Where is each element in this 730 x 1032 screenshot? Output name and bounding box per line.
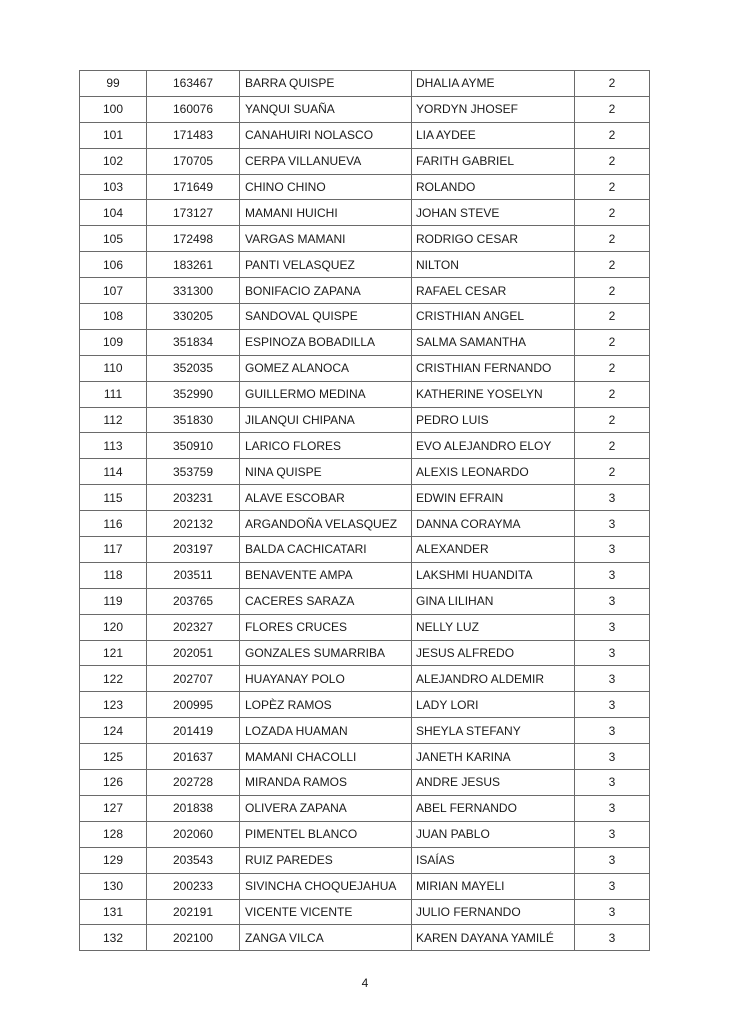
surnames-cell: BALDA CACHICATARI xyxy=(240,537,412,563)
surnames-cell: LOZADA HUAMAN xyxy=(240,718,412,744)
row-number-cell: 102 xyxy=(80,148,147,174)
student-code-cell: 352035 xyxy=(147,355,240,381)
row-number-cell: 118 xyxy=(80,562,147,588)
table-row xyxy=(80,511,650,537)
surnames-cell: GUILLERMO MEDINA xyxy=(240,381,412,407)
student-code-cell: 353759 xyxy=(147,459,240,485)
surnames-cell: GONZALES SUMARRIBA xyxy=(240,640,412,666)
table-row xyxy=(80,278,650,304)
table-row xyxy=(80,562,650,588)
surnames-cell: BENAVENTE AMPA xyxy=(240,562,412,588)
table-row xyxy=(80,71,650,97)
row-number-cell: 116 xyxy=(80,511,147,537)
given-names-cell: RAFAEL CESAR xyxy=(412,278,575,304)
table-row xyxy=(80,355,650,381)
student-code-cell: 171649 xyxy=(147,174,240,200)
surnames-cell: MAMANI CHACOLLI xyxy=(240,744,412,770)
row-number-cell: 128 xyxy=(80,821,147,847)
table-row xyxy=(80,692,650,718)
student-code-cell: 203197 xyxy=(147,537,240,563)
given-names-cell: KATHERINE YOSELYN xyxy=(412,381,575,407)
given-names-cell: SHEYLA STEFANY xyxy=(412,718,575,744)
row-number-cell: 126 xyxy=(80,770,147,796)
group-cell: 2 xyxy=(575,226,650,252)
surnames-cell: NINA QUISPE xyxy=(240,459,412,485)
group-cell: 3 xyxy=(575,795,650,821)
surnames-cell: VARGAS MAMANI xyxy=(240,226,412,252)
row-number-cell: 129 xyxy=(80,847,147,873)
student-code-cell: 171483 xyxy=(147,122,240,148)
group-cell: 3 xyxy=(575,614,650,640)
group-cell: 3 xyxy=(575,925,650,951)
student-code-cell: 203511 xyxy=(147,562,240,588)
group-cell: 3 xyxy=(575,744,650,770)
given-names-cell: JESUS ALFREDO xyxy=(412,640,575,666)
given-names-cell: MIRIAN MAYELI xyxy=(412,873,575,899)
row-number-cell: 104 xyxy=(80,200,147,226)
row-number-cell: 101 xyxy=(80,122,147,148)
surnames-cell: PIMENTEL BLANCO xyxy=(240,821,412,847)
group-cell: 3 xyxy=(575,821,650,847)
table-row xyxy=(80,537,650,563)
surnames-cell: OLIVERA ZAPANA xyxy=(240,795,412,821)
row-number-cell: 122 xyxy=(80,666,147,692)
row-number-cell: 114 xyxy=(80,459,147,485)
table-row xyxy=(80,925,650,951)
table-row xyxy=(80,381,650,407)
table-row xyxy=(80,718,650,744)
given-names-cell: PEDRO LUIS xyxy=(412,407,575,433)
group-cell: 3 xyxy=(575,485,650,511)
student-code-cell: 201838 xyxy=(147,795,240,821)
surnames-cell: RUIZ PAREDES xyxy=(240,847,412,873)
given-names-cell: ANDRE JESUS xyxy=(412,770,575,796)
student-code-cell: 331300 xyxy=(147,278,240,304)
given-names-cell: RODRIGO CESAR xyxy=(412,226,575,252)
surnames-cell: LARICO FLORES xyxy=(240,433,412,459)
student-code-cell: 201637 xyxy=(147,744,240,770)
table-row xyxy=(80,459,650,485)
table-row xyxy=(80,252,650,278)
row-number-cell: 120 xyxy=(80,614,147,640)
given-names-cell: ALEXIS LEONARDO xyxy=(412,459,575,485)
table-row xyxy=(80,148,650,174)
given-names-cell: ALEXANDER xyxy=(412,537,575,563)
group-cell: 3 xyxy=(575,692,650,718)
student-code-cell: 173127 xyxy=(147,200,240,226)
table-row xyxy=(80,614,650,640)
row-number-cell: 106 xyxy=(80,252,147,278)
surnames-cell: FLORES CRUCES xyxy=(240,614,412,640)
student-code-cell: 201419 xyxy=(147,718,240,744)
table-row xyxy=(80,666,650,692)
given-names-cell: JULIO FERNANDO xyxy=(412,899,575,925)
group-cell: 3 xyxy=(575,562,650,588)
given-names-cell: GINA LILIHAN xyxy=(412,588,575,614)
group-cell: 3 xyxy=(575,873,650,899)
results-table-body xyxy=(80,71,650,951)
given-names-cell: ROLANDO xyxy=(412,174,575,200)
surnames-cell: CACERES SARAZA xyxy=(240,588,412,614)
student-code-cell: 351830 xyxy=(147,407,240,433)
given-names-cell: CRISTHIAN FERNANDO xyxy=(412,355,575,381)
table-row xyxy=(80,200,650,226)
table-row xyxy=(80,485,650,511)
student-code-cell: 202707 xyxy=(147,666,240,692)
student-code-cell: 202132 xyxy=(147,511,240,537)
group-cell: 3 xyxy=(575,537,650,563)
group-cell: 2 xyxy=(575,174,650,200)
row-number-cell: 110 xyxy=(80,355,147,381)
row-number-cell: 121 xyxy=(80,640,147,666)
surnames-cell: JILANQUI CHIPANA xyxy=(240,407,412,433)
row-number-cell: 119 xyxy=(80,588,147,614)
row-number-cell: 105 xyxy=(80,226,147,252)
surnames-cell: PANTI VELASQUEZ xyxy=(240,252,412,278)
table-row xyxy=(80,795,650,821)
group-cell: 2 xyxy=(575,433,650,459)
surnames-cell: SIVINCHA CHOQUEJAHUA xyxy=(240,873,412,899)
row-number-cell: 103 xyxy=(80,174,147,200)
surnames-cell: SANDOVAL QUISPE xyxy=(240,304,412,330)
given-names-cell: ALEJANDRO ALDEMIR xyxy=(412,666,575,692)
group-cell: 2 xyxy=(575,148,650,174)
table-row xyxy=(80,433,650,459)
table-row xyxy=(80,899,650,925)
surnames-cell: ALAVE ESCOBAR xyxy=(240,485,412,511)
given-names-cell: NILTON xyxy=(412,252,575,278)
table-row xyxy=(80,640,650,666)
student-code-cell: 202728 xyxy=(147,770,240,796)
row-number-cell: 117 xyxy=(80,537,147,563)
results-table xyxy=(79,70,650,951)
table-row xyxy=(80,96,650,122)
group-cell: 3 xyxy=(575,640,650,666)
given-names-cell: JOHAN STEVE xyxy=(412,200,575,226)
student-code-cell: 170705 xyxy=(147,148,240,174)
given-names-cell: KAREN DAYANA YAMILÉ xyxy=(412,925,575,951)
given-names-cell: SALMA SAMANTHA xyxy=(412,329,575,355)
student-code-cell: 350910 xyxy=(147,433,240,459)
given-names-cell: DANNA CORAYMA xyxy=(412,511,575,537)
student-code-cell: 163467 xyxy=(147,71,240,97)
student-code-cell: 200995 xyxy=(147,692,240,718)
student-code-cell: 203231 xyxy=(147,485,240,511)
row-number-cell: 108 xyxy=(80,304,147,330)
group-cell: 3 xyxy=(575,718,650,744)
student-code-cell: 352990 xyxy=(147,381,240,407)
row-number-cell: 99 xyxy=(80,71,147,97)
given-names-cell: YORDYN JHOSEF xyxy=(412,96,575,122)
student-code-cell: 351834 xyxy=(147,329,240,355)
group-cell: 2 xyxy=(575,304,650,330)
row-number-cell: 109 xyxy=(80,329,147,355)
group-cell: 2 xyxy=(575,96,650,122)
surnames-cell: CANAHUIRI NOLASCO xyxy=(240,122,412,148)
group-cell: 2 xyxy=(575,459,650,485)
given-names-cell: CRISTHIAN ANGEL xyxy=(412,304,575,330)
student-code-cell: 203765 xyxy=(147,588,240,614)
given-names-cell: LIA AYDEE xyxy=(412,122,575,148)
given-names-cell: ISAÍAS xyxy=(412,847,575,873)
student-code-cell: 183261 xyxy=(147,252,240,278)
surnames-cell: ESPINOZA BOBADILLA xyxy=(240,329,412,355)
table-row xyxy=(80,744,650,770)
row-number-cell: 115 xyxy=(80,485,147,511)
table-row xyxy=(80,226,650,252)
given-names-cell: NELLY LUZ xyxy=(412,614,575,640)
table-row xyxy=(80,847,650,873)
row-number-cell: 125 xyxy=(80,744,147,770)
table-row xyxy=(80,821,650,847)
surnames-cell: BARRA QUISPE xyxy=(240,71,412,97)
table-row xyxy=(80,770,650,796)
row-number-cell: 111 xyxy=(80,381,147,407)
table-row xyxy=(80,873,650,899)
row-number-cell: 100 xyxy=(80,96,147,122)
surnames-cell: CHINO CHINO xyxy=(240,174,412,200)
group-cell: 3 xyxy=(575,511,650,537)
student-code-cell: 200233 xyxy=(147,873,240,899)
row-number-cell: 112 xyxy=(80,407,147,433)
row-number-cell: 132 xyxy=(80,925,147,951)
group-cell: 2 xyxy=(575,381,650,407)
surnames-cell: YANQUI SUAÑA xyxy=(240,96,412,122)
given-names-cell: ABEL FERNANDO xyxy=(412,795,575,821)
given-names-cell: LADY LORI xyxy=(412,692,575,718)
student-code-cell: 172498 xyxy=(147,226,240,252)
group-cell: 2 xyxy=(575,407,650,433)
row-number-cell: 124 xyxy=(80,718,147,744)
given-names-cell: EVO ALEJANDRO ELOY xyxy=(412,433,575,459)
group-cell: 2 xyxy=(575,122,650,148)
row-number-cell: 130 xyxy=(80,873,147,899)
group-cell: 2 xyxy=(575,355,650,381)
student-code-cell: 202327 xyxy=(147,614,240,640)
student-code-cell: 202060 xyxy=(147,821,240,847)
group-cell: 2 xyxy=(575,278,650,304)
group-cell: 2 xyxy=(575,200,650,226)
given-names-cell: FARITH GABRIEL xyxy=(412,148,575,174)
table-row xyxy=(80,407,650,433)
surnames-cell: ZANGA VILCA xyxy=(240,925,412,951)
student-code-cell: 202051 xyxy=(147,640,240,666)
surnames-cell: HUAYANAY POLO xyxy=(240,666,412,692)
given-names-cell: JANETH KARINA xyxy=(412,744,575,770)
given-names-cell: DHALIA AYME xyxy=(412,71,575,97)
table-row xyxy=(80,329,650,355)
page-number: 4 xyxy=(361,976,369,990)
given-names-cell: EDWIN EFRAIN xyxy=(412,485,575,511)
group-cell: 2 xyxy=(575,329,650,355)
student-code-cell: 202100 xyxy=(147,925,240,951)
row-number-cell: 123 xyxy=(80,692,147,718)
row-number-cell: 107 xyxy=(80,278,147,304)
row-number-cell: 131 xyxy=(80,899,147,925)
surnames-cell: ARGANDOÑA VELASQUEZ xyxy=(240,511,412,537)
table-row xyxy=(80,304,650,330)
surnames-cell: MIRANDA RAMOS xyxy=(240,770,412,796)
surnames-cell: CERPA VILLANUEVA xyxy=(240,148,412,174)
group-cell: 2 xyxy=(575,252,650,278)
group-cell: 2 xyxy=(575,71,650,97)
row-number-cell: 113 xyxy=(80,433,147,459)
group-cell: 3 xyxy=(575,588,650,614)
surnames-cell: MAMANI HUICHI xyxy=(240,200,412,226)
given-names-cell: LAKSHMI HUANDITA xyxy=(412,562,575,588)
table-row xyxy=(80,588,650,614)
group-cell: 3 xyxy=(575,666,650,692)
surnames-cell: LOPÈZ RAMOS xyxy=(240,692,412,718)
student-code-cell: 202191 xyxy=(147,899,240,925)
surnames-cell: BONIFACIO ZAPANA xyxy=(240,278,412,304)
student-code-cell: 160076 xyxy=(147,96,240,122)
student-code-cell: 203543 xyxy=(147,847,240,873)
given-names-cell: JUAN PABLO xyxy=(412,821,575,847)
surnames-cell: VICENTE VICENTE xyxy=(240,899,412,925)
table-row xyxy=(80,174,650,200)
table-row xyxy=(80,122,650,148)
row-number-cell: 127 xyxy=(80,795,147,821)
group-cell: 3 xyxy=(575,770,650,796)
group-cell: 3 xyxy=(575,847,650,873)
student-code-cell: 330205 xyxy=(147,304,240,330)
surnames-cell: GOMEZ ALANOCA xyxy=(240,355,412,381)
group-cell: 3 xyxy=(575,899,650,925)
